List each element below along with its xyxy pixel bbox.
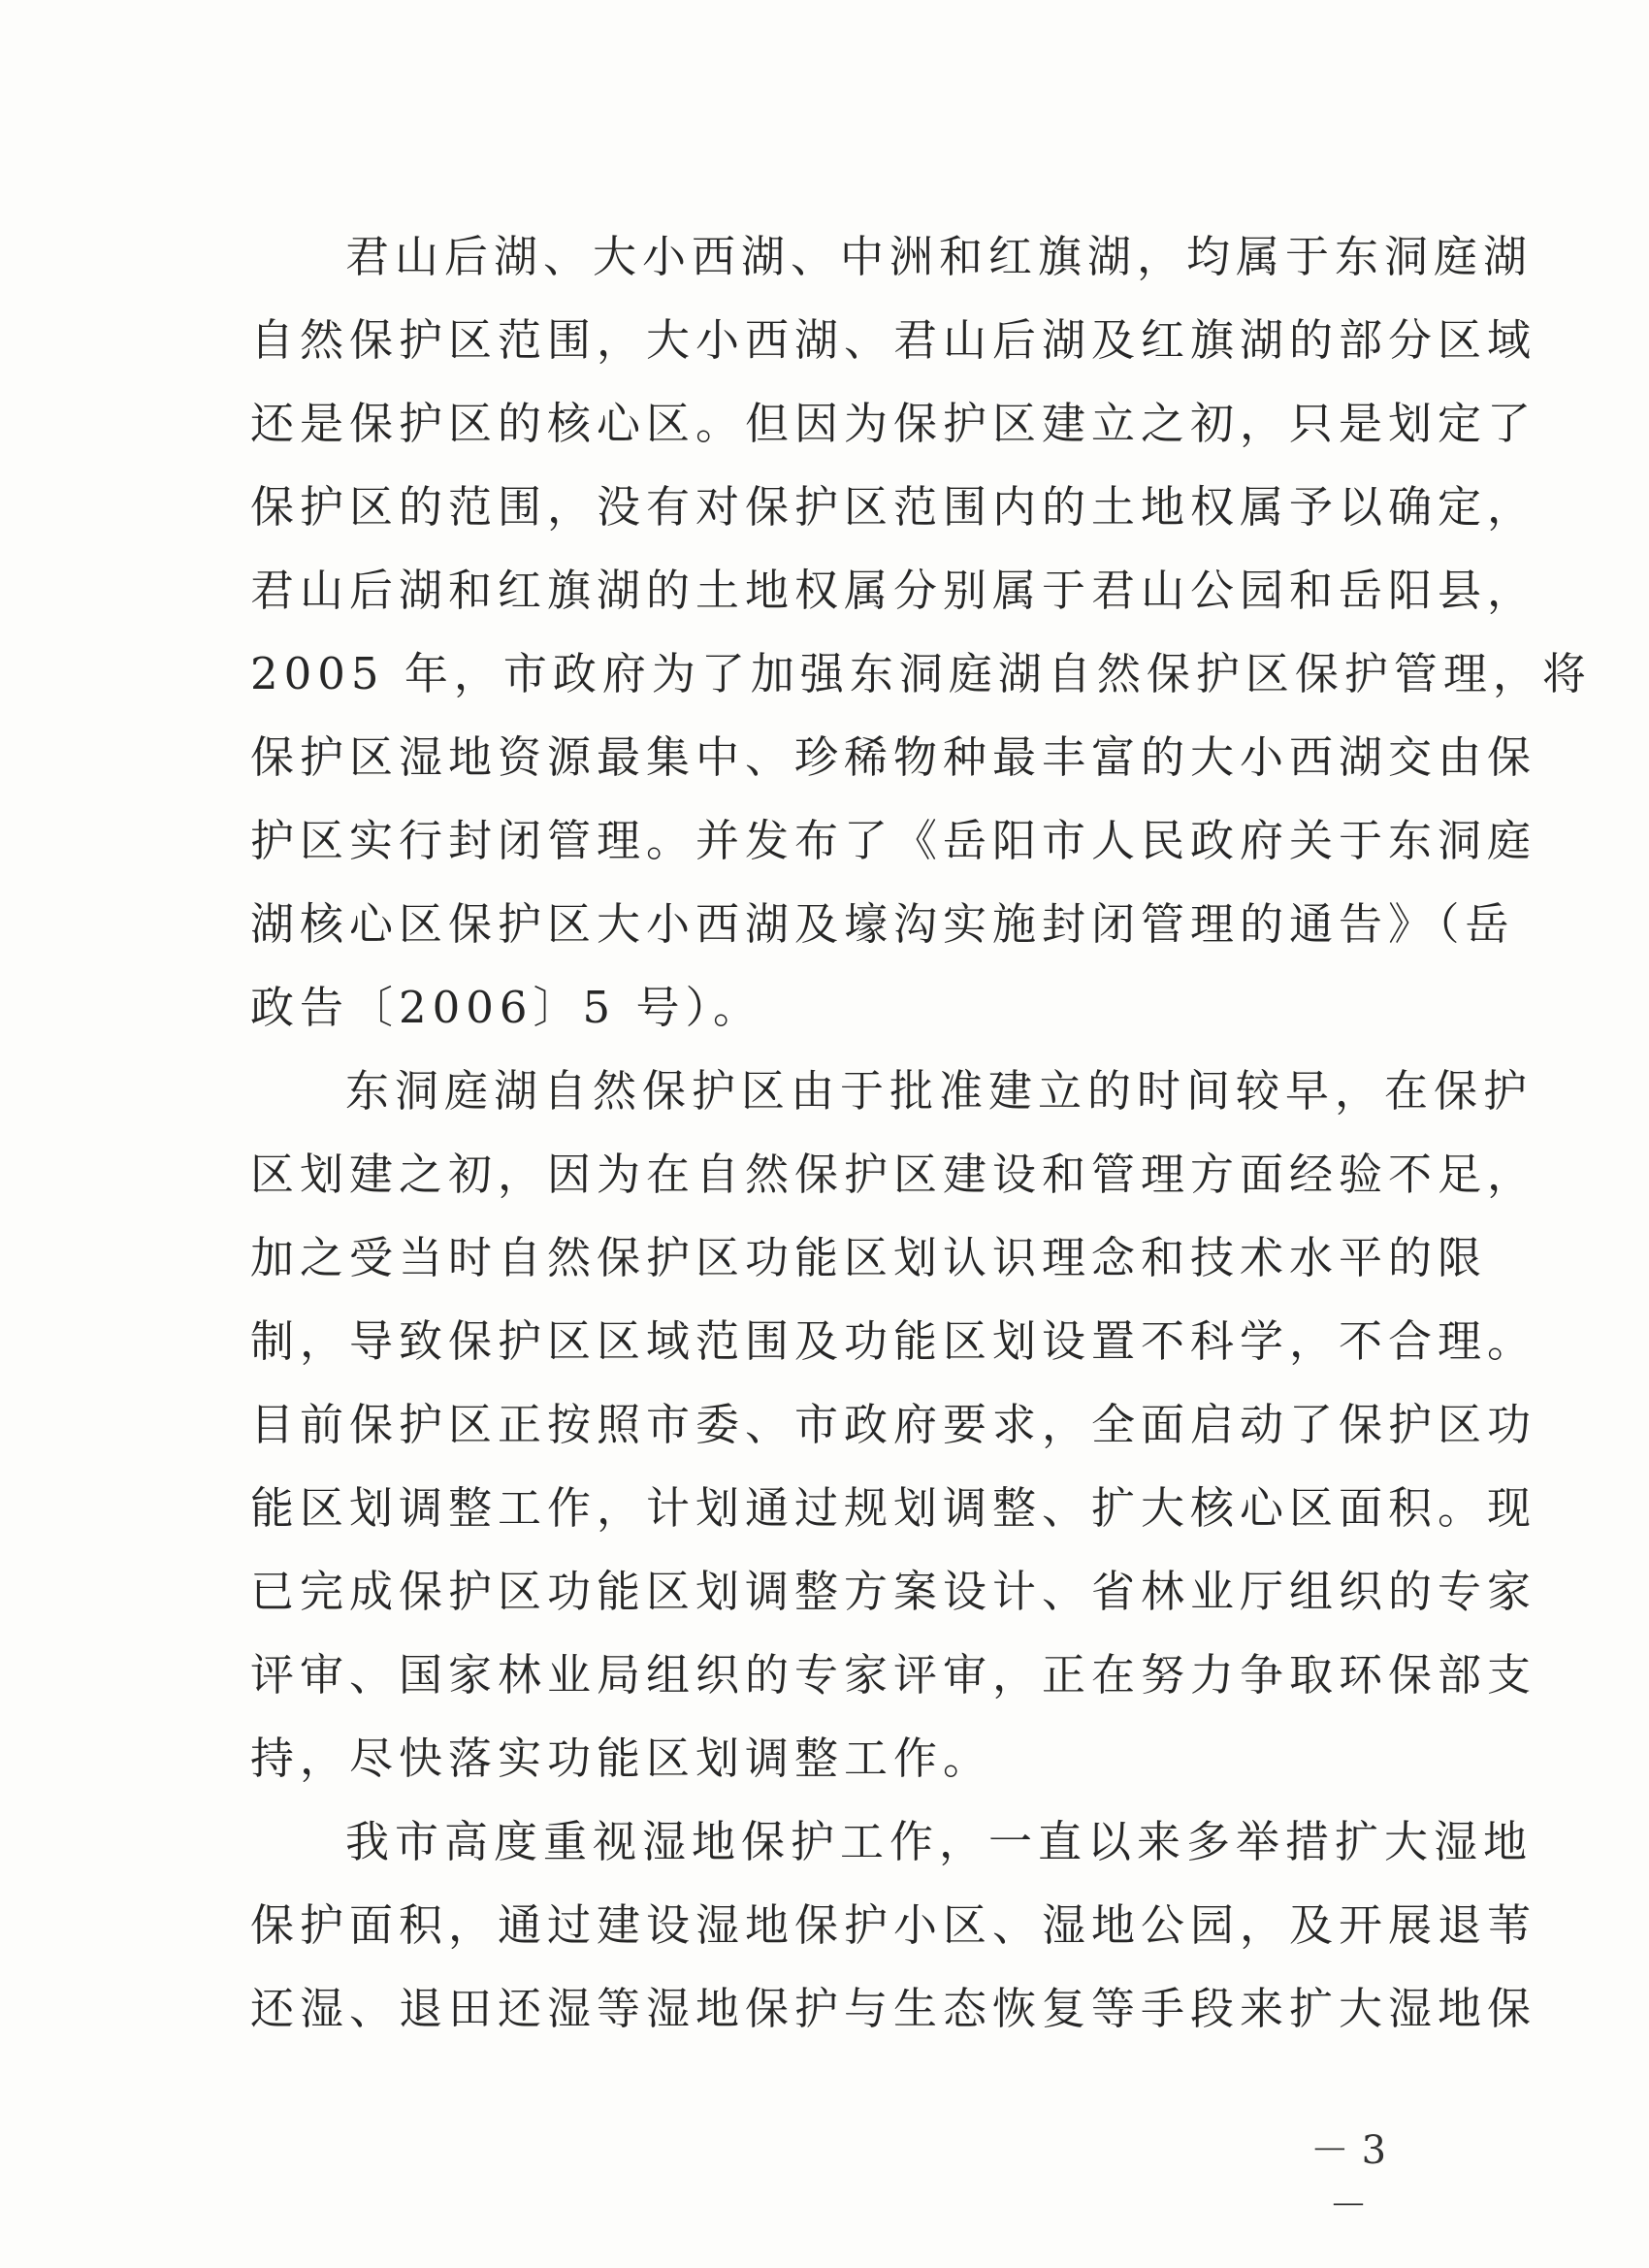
paragraph-3-line-1: 我市高度重视湿地保护工作，一直以来多举措扩大湿地 [345, 1816, 1534, 1867]
paragraph-2-line-4: 制，导致保护区区域范围及功能区划设置不科学，不合理。 [250, 1315, 1537, 1367]
paragraph-1-line-1: 君山后湖、大小西湖、中洲和红旗湖，均属于东洞庭湖 [345, 231, 1534, 282]
paragraph-3-line-3: 还湿、退田还湿等湿地保护与生态恢复等手段来扩大湿地保 [250, 1983, 1537, 2034]
paragraph-2-line-1: 东洞庭湖自然保护区由于批准建立的时间较早，在保护 [345, 1065, 1534, 1117]
paragraph-2-line-3: 加之受当时自然保护区功能区划认识理念和技术水平的限 [250, 1232, 1488, 1283]
paragraph-2-line-8: 评审、国家林业局组织的专家评审，正在努力争取环保部支 [250, 1649, 1537, 1701]
page-number: － 3 － [1310, 2128, 1387, 2228]
paragraph-1-line-3: 还是保护区的核心区。但因为保护区建立之初，只是划定了 [250, 398, 1537, 449]
paragraph-1-line-10: 政告〔2006〕5 号）。 [250, 982, 762, 1033]
paragraph-1-line-5: 君山后湖和红旗湖的土地权属分别属于君山公园和岳阳县， [250, 565, 1537, 616]
document-body [250, 215, 1592, 2051]
paragraph-1-line-6: 2005 年，市政府为了加强东洞庭湖自然保护区保护管理，将 [250, 648, 1592, 699]
paragraph-2-line-6: 能区划调整工作，计划通过规划调整、扩大核心区面积。现 [250, 1482, 1537, 1534]
paragraph-2-line-9: 持，尽快落实功能区划调整工作。 [250, 1733, 993, 1784]
paragraph-1-line-7: 保护区湿地资源最集中、珍稀物种最丰富的大小西湖交由保 [250, 731, 1537, 783]
paragraph-1-line-2: 自然保护区范围，大小西湖、君山后湖及红旗湖的部分区域 [250, 314, 1537, 366]
paragraph-2-line-5: 目前保护区正按照市委、市政府要求，全面启动了保护区功 [250, 1399, 1537, 1450]
paragraph-3-line-2: 保护面积，通过建设湿地保护小区、湿地公园，及开展退苇 [250, 1899, 1537, 1951]
paragraph-1-line-8: 护区实行封闭管理。并发布了《岳阳市人民政府关于东洞庭 [250, 815, 1537, 866]
paragraph-2-line-7: 已完成保护区功能区划调整方案设计、省林业厅组织的专家 [250, 1566, 1537, 1617]
paragraph-2-line-2: 区划建之初，因为在自然保护区建设和管理方面经验不足， [250, 1149, 1537, 1200]
paragraph-1-line-9: 湖核心区保护区大小西湖及壕沟实施封闭管理的通告》（岳 [250, 898, 1515, 950]
paragraph-1-line-4: 保护区的范围，没有对保护区范围内的土地权属予以确定， [250, 481, 1537, 533]
